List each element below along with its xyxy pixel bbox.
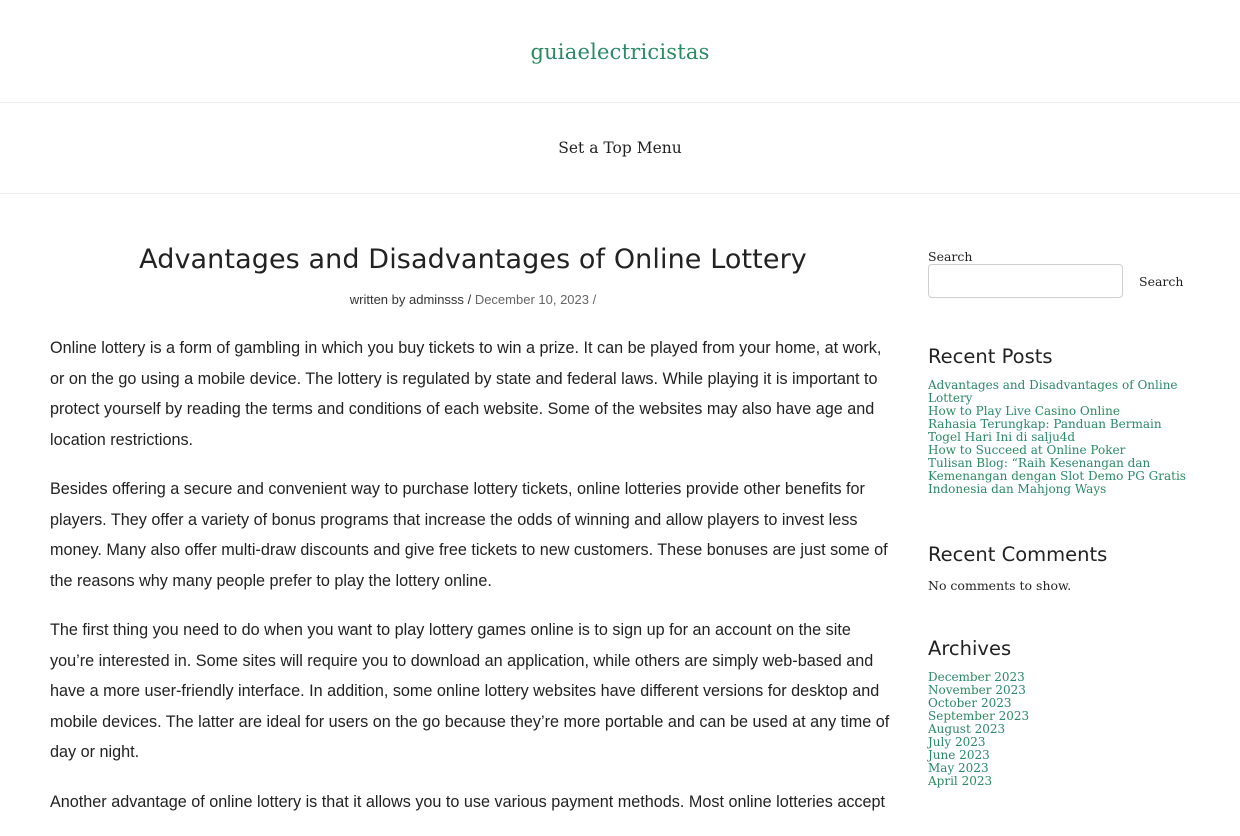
top-navigation [0, 103, 1240, 194]
set-top-menu-link[interactable]: Set a Top Menu [558, 139, 682, 157]
author-link[interactable]: adminsss [409, 292, 464, 307]
site-title-link[interactable]: guiaelectricistas [530, 40, 710, 64]
list-item [928, 457, 1190, 496]
list-item [928, 775, 1190, 788]
written-by-label: written by [349, 292, 406, 307]
search-input[interactable] [928, 264, 1123, 298]
search-form [928, 264, 1190, 298]
main-content [50, 194, 896, 836]
post-paragraph: The first thing you need to do when you want to play lottery games online is to sign up for an account on the site you’re interested in. Some sites will require you to download an application, while others are simply web-based and have a more user-friendly interface. In addition, some online lottery websites have different versions for desktop and mobile devices. The latter are ideal for users on the go because they’re more portable and can be used at any time of day or night. [50, 621, 890, 761]
archive-link[interactable]: August 2023 [928, 722, 1006, 736]
recent-posts-widget [928, 345, 1190, 496]
post-date: December 10, 2023 [474, 292, 589, 307]
recent-posts-list [928, 379, 1190, 496]
archive-link[interactable]: November 2023 [928, 683, 1026, 697]
post-paragraph: Besides offering a secure and convenient way to purchase lottery tickets, online lotteries provide other benefits for players. They offer a variety of bonus programs that increase the odds of winning and allow players to invest less money. Many also offer multi-draw discounts and give free tickets to new customers. These bonuses are just some of the reasons why many people prefer to play the lottery online. [50, 480, 888, 590]
post-title: Advantages and Disadvantages of Online Lottery [139, 244, 807, 275]
recent-post-link[interactable]: How to Succeed at Online Poker [928, 443, 1126, 457]
meta-separator: / [467, 292, 472, 307]
post-paragraph: Another advantage of online lottery is that it allows you to use various payment methods. Most online lotteries accept [50, 792, 886, 811]
archive-link[interactable]: May 2023 [928, 761, 989, 775]
page-container [0, 194, 1240, 811]
search-button[interactable]: Search [1139, 273, 1184, 289]
recent-post-link[interactable]: Advantages and Disadvantages of Online Lottery [928, 378, 1178, 405]
sidebar [928, 194, 1190, 788]
post-meta [50, 292, 896, 307]
meta-separator: / [592, 292, 597, 307]
list-item [928, 379, 1190, 405]
list-item [928, 418, 1190, 444]
archive-link[interactable]: April 2023 [928, 774, 993, 788]
search-label: Search [928, 249, 973, 264]
archive-link[interactable]: October 2023 [928, 696, 1012, 710]
archives-widget [928, 637, 1190, 788]
recent-post-link[interactable]: Tulisan Blog: “Raih Kesenangan dan Kemenangan dengan Slot Demo PG Gratis Indonesia dan Mahjong Ways [928, 456, 1186, 496]
no-comments-text: No comments to show. [928, 578, 1072, 593]
archive-link[interactable]: June 2023 [928, 748, 990, 762]
recent-post-link[interactable]: Rahasia Terungkap: Panduan Bermain Togel Hari Ini di salju4d [928, 417, 1162, 444]
archive-link[interactable]: July 2023 [928, 735, 986, 749]
recent-post-link[interactable]: How to Play Live Casino Online [928, 404, 1120, 418]
site-header [0, 0, 1240, 103]
recent-comments-title: Recent Comments [928, 543, 1108, 566]
post-paragraph: Online lottery is a form of gambling in which you buy tickets to win a prize. It can be played from your home, at work, or on the go using a mobile device. The lottery is regulated by state and federal laws. While playing it is important to protect yourself by reading the terms and conditions of each website. Some of the websites may also have age and location restrictions. [50, 339, 882, 449]
recent-posts-title: Recent Posts [928, 345, 1053, 368]
recent-comments-widget [928, 543, 1190, 593]
archives-list [928, 671, 1190, 788]
archive-link[interactable]: December 2023 [928, 670, 1025, 684]
post-content [50, 333, 896, 817]
archive-link[interactable]: September 2023 [928, 709, 1030, 723]
archives-title: Archives [928, 637, 1012, 660]
